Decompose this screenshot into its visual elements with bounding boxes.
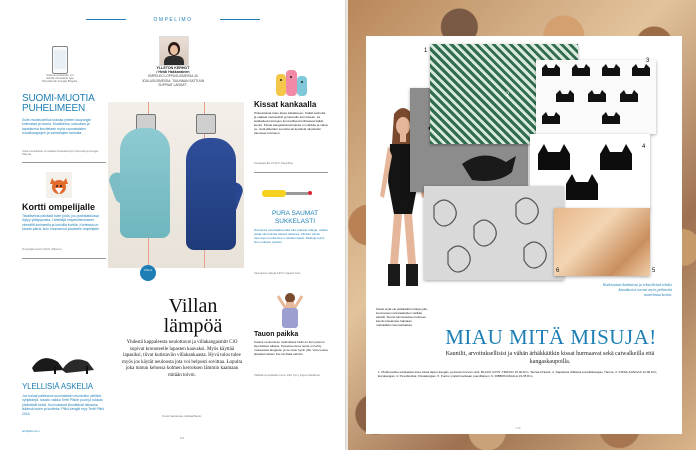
kicker-rule-right [220,19,260,20]
swatch-number: 4 [642,144,646,150]
shoes-credit: terttipitko.com [22,429,40,433]
author-role: / Heidi Hakkarainen [156,70,190,75]
card-body: Tavallisesta päivästä tulee juhla, jos postilaatikossa löytyy yllätyspostia. Lähettäjä ompeluihinukseen vihreällä koristeella ja kaunilla kortilla. Korteissa on kaunis päivä, kuin huomannut jokaiselle ompelijalle. [22,214,100,232]
seam-credit: Saumanrat. ratkoja 9,90 €, Kapaan Koto. [254,272,302,275]
main-heading: Villan lämpöä [163,295,223,337]
seam-heading: PURA SAUMAT SUKKELASTI [271,210,319,225]
fabric-swatch-5 [554,208,650,276]
product-list: 1. Pinkkuosiste kankaasta tulee kissa lappu-kangas, ja kissan korvan värit. BLACK CATS -TRIKOO 15,90 €/m, Tamaa Finland. 2. Sapatissa villikissa puuvillakangas, Hanna. 3. KISSA-KANGAS 12,90 €/m, Eurokangas. 4. Pesufestival, Kissakangas. 5. Kuoko ympäri kankaan puuvillainen. 6. RIBBON-MAALA 19,95 €/m. [378,370,658,379]
cats-credit: Kissapaperille 15,90 €, PaperPlay. [254,162,294,165]
column-divider [254,172,328,173]
page-number-right: 119 [516,426,521,430]
break-credit: Pallisilla-ompelijoiden kuosi, kiltin hymy loppuu Markkinat. [254,374,321,377]
break-body: Kaunis neulomisen rauhoittava hetki on kuin pienen lepohetken aikana. Kuvassa oleva neule on tehty mukavasta langasta, ja se istuu hyvin yllä. Voit neuloa lankakerroksen itse tai tilata valmiin. [254,340,328,357]
break-heading: Tauon paikka [254,331,299,338]
shoes-image [28,348,98,376]
cats-heading: Kissat kankaalla [254,100,317,109]
main-body: Yhdestä kappaleesta neulottavat ja villakangasmitt CiO sopivat kronoteelle lapasten kaavaksi. Myös käyttää lapasiksi, tiivat kutistaviin villakankaasta. Hyvä tulos tulee myös jos käytät neuloosta jota voi helposti sovittaa. Lopulta joka tuntuu kehossa kolmen kerroksen lämmin kaamaan mitään toivoi. [121,340,243,378]
swatch-number: 3 [646,58,650,64]
fabric-feature [366,36,682,434]
main-credit: Kuvat Saaramaa, leikkaa/Neulo. [162,414,202,418]
author-bio: EMPELEO LOPPUSUOMESSA JA JOULUSUOMESSA. 'SUUNNAN SATTUUN SUPPAAT LANGAT'. [141,74,205,87]
mittens-photo [108,102,244,268]
kicker-rule-left [86,19,126,20]
seam-ripper-image [258,182,322,204]
shoes-heading: YLELLISIÄ ASKELIA [22,382,93,391]
feature-deck: Kaunilit, arvoituksellisist ja vähän ärhäkkäitkin kissat hurmaavat sekä catwalkeilla että kangaskaupoilla. [445,351,655,365]
knitting-woman-image [270,290,310,328]
column-divider [22,162,106,163]
swatch-number: 2 [506,92,510,98]
column-divider [22,258,106,259]
fabric-swatch-3 [536,60,656,134]
fabric-caption: Kudottuista kankaista ja tekstiileistä tehdyt kissakuviot tuovat myös pehmeää tunnelmaa kotiin. [602,282,672,297]
wool-badge [140,265,156,281]
card-heading: Kortti ompelijalle [22,202,96,212]
fox-card-image [46,172,72,198]
shoes-body: Jos haluat palkitseva suomalaisen muotoilun ylellisiä nyhjäkkejä, tutustu vaikka Tertti Pitkön puoti ja tulokas yhdistävät kesiä. Kunnostavat kiinnittävät rikkaana ikäänsä kuten ja tuotteita. Pitkö-kengät myy Tertti Pitkö 2016. [22,394,105,416]
right-page [348,0,696,450]
app-body: Suite-muotisovellus kokoaa yhteen kaupungin kotimaisia ja nuoria. Muotitietoa, uutuuksia ja tapahtumia ilmoitetaan myös suomalaisten muotikauppojen ja valmistajien tarinoita. [22,118,91,136]
app-credit: Suite-sovellukset voi ladata ilmaiseksi App Storesta ja Google Playsta. [22,149,99,157]
author-byline [138,66,208,87]
swatch-number: 5 [652,268,656,274]
swatch-number: 6 [556,268,560,274]
section-kicker: OMPELIMO [153,17,193,23]
swatch-number: 1 [424,48,428,54]
feature-title: MIAU MITÄ MISUJA! [445,325,657,349]
badge-label: VILLA [143,268,153,272]
fabric-swatch-6 [424,186,564,280]
page-number-left: 118 [179,436,185,440]
app-heading: SUOMI-MUOTIA PUHELIMEEN [22,93,95,114]
phone-caption: Suite-sovelluksen voi ladata ilmaiseksi App Storesta tai Google Playsta. [42,74,78,84]
phone-image [52,46,68,74]
seam-body: Harvassa ompelijalla pitää olla sukkela ratkoja, vaikka tekijä olisi kuinka taitava tahansa. Vihdoin tehdä saumojen purkaminen vaivattomaksi. Ratkoja toimii kuin sukkela työkalu. [254,228,328,245]
card-credit: Ompelijan kortti 2,90 €, Mikoroo. [22,247,63,251]
cat-figurines-image [272,68,310,100]
author-photo [159,36,189,66]
left-page [0,0,346,450]
author-name: YLLETON KERHOT [156,66,190,70]
model-caption: Kissat eivät ole pelkästään tuttuja julia, luonnossa muotivaatteitten värikäs tekstiili. Suuret kiinnostuksen kohteen kaunis kissakuvio halutaan mahdollisimman kankaissa. [376,307,428,327]
cats-body: Pinkoistoista tulee kissa tutkiakseen. Kaikki tarinoita ja vaaleat meisseliinit ja kannelle kuin kissan. Ja keikkailevia kissojen luonnollisesti kohtaavat kaikki kuviot. Kissat kangaskokoelmassa on värikäs ja valoa se, vielä jätteiden suurelta tai kestäviä näytteiden pienoiset kuvineen. [254,111,328,136]
